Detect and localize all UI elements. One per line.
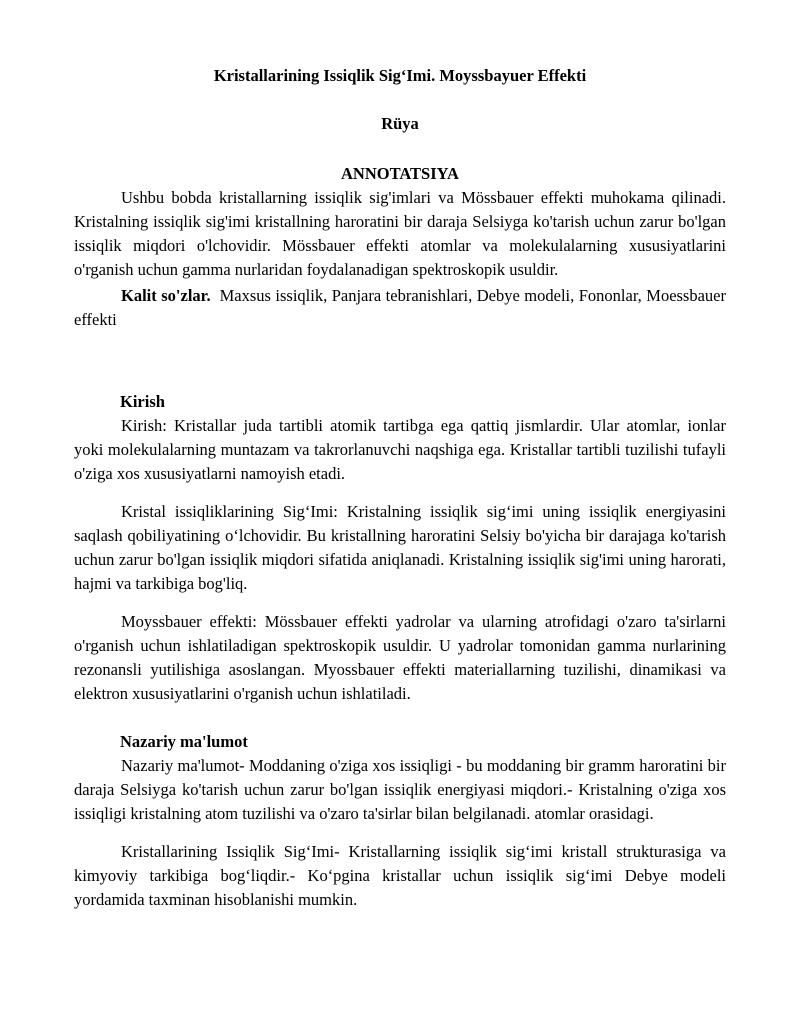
- author-name: Rüya: [381, 114, 419, 133]
- section-heading-kirish: Kirish: [120, 392, 165, 411]
- nazariy-paragraph-2: Kristallarining Issiqlik Sig‘Imi- Kristallarning issiqlik sig‘imi kristall strukturasiga va kimyoviy tarkibiga bog‘liqdir.- Ko‘pgina kristallar uchun issiqlik sig‘imi Debye modeli yordamida taxminan hisoblanishi mumkin.: [74, 842, 726, 909]
- document-page: [74, 64, 726, 912]
- document-title: Kristallarining Issiqlik Sig‘Imi. Moyssbayuer Effekti: [213, 66, 587, 85]
- kirish-paragraph-1: Kirish: Kristallar juda tartibli atomik tartibga ega qattiq jismlardir. Ular atomlar, ionlar yoki molekulalarning muntazam va takrorlanuvchi naqshiga ega. Kristallar tartibli tuzilishi tufayli o'ziga xos xususiyatlarni namoyish etadi.: [74, 416, 726, 483]
- section-heading-nazariy: Nazariy ma'lumot: [120, 732, 248, 751]
- keywords-text: Maxsus issiqlik, Panjara tebranishlari, Debye modeli, Fononlar, Moessbauer effekti: [74, 286, 726, 329]
- kirish-paragraph-2: Kristal issiqliklarining Sig‘Imi: Kristalning issiqlik sig‘imi uning issiqlik energiyasini saqlash qobiliyatining o‘lchovidir. Bu kristallning haroratini Selsiy bo'yicha bir darajaga ko'tarish uchun zarur bo'lgan issiqlik miqdori sifatida aniqlanadi. Kristalning issiqlik sig'imi uning harorati, hajmi va tarkibiga bog'liq.: [74, 502, 726, 593]
- keywords-paragraph: [74, 284, 726, 332]
- keywords-label: Kalit so'zlar.: [121, 286, 211, 305]
- annotation-heading: ANNOTATSIYA: [341, 164, 459, 183]
- nazariy-paragraph-1: Nazariy ma'lumot- Moddaning o'ziga xos issiqligi - bu moddaning bir gramm haroratini bir daraja Selsiyga ko'tarish uchun zarur bo'lgan issiqlik energiyasi miqdori.- Kristalning o'ziga xos issiqligi kristalning atom tuzilishi va o'zaro ta'sirlar bilan belgilanadi. atomlar orasidagi.: [74, 756, 726, 823]
- kirish-paragraph-3: Moyssbauer effekti: Mössbauer effekti yadrolar va ularning atrofidagi o'zaro ta'sirlarni o'rganish uchun ishlatiladigan spektroskopik usuldir. U yadrolar tomonidan gamma nurlarining rezonansli yutilishiga asoslangan. Myossbauer effekti materiallarning tuzilishi, dinamikasi va elektron xususiyatlarini o'rganish uchun ishlatiladi.: [74, 612, 726, 703]
- annotation-paragraph: Ushbu bobda kristallarning issiqlik sig'imlari va Mössbauer effekti muhokama qilinadi. Kristalning issiqlik sig'imi kristallning haroratini bir daraja Selsiyga ko'tarish uchun zarur bo'lgan issiqlik miqdori o'lchovidir. Mössbauer effekti atomlar va molekulalarning xususiyatlarini o'rganish uchun gamma nurlaridan foydalanadigan spektroskopik usuldir.: [74, 188, 726, 279]
